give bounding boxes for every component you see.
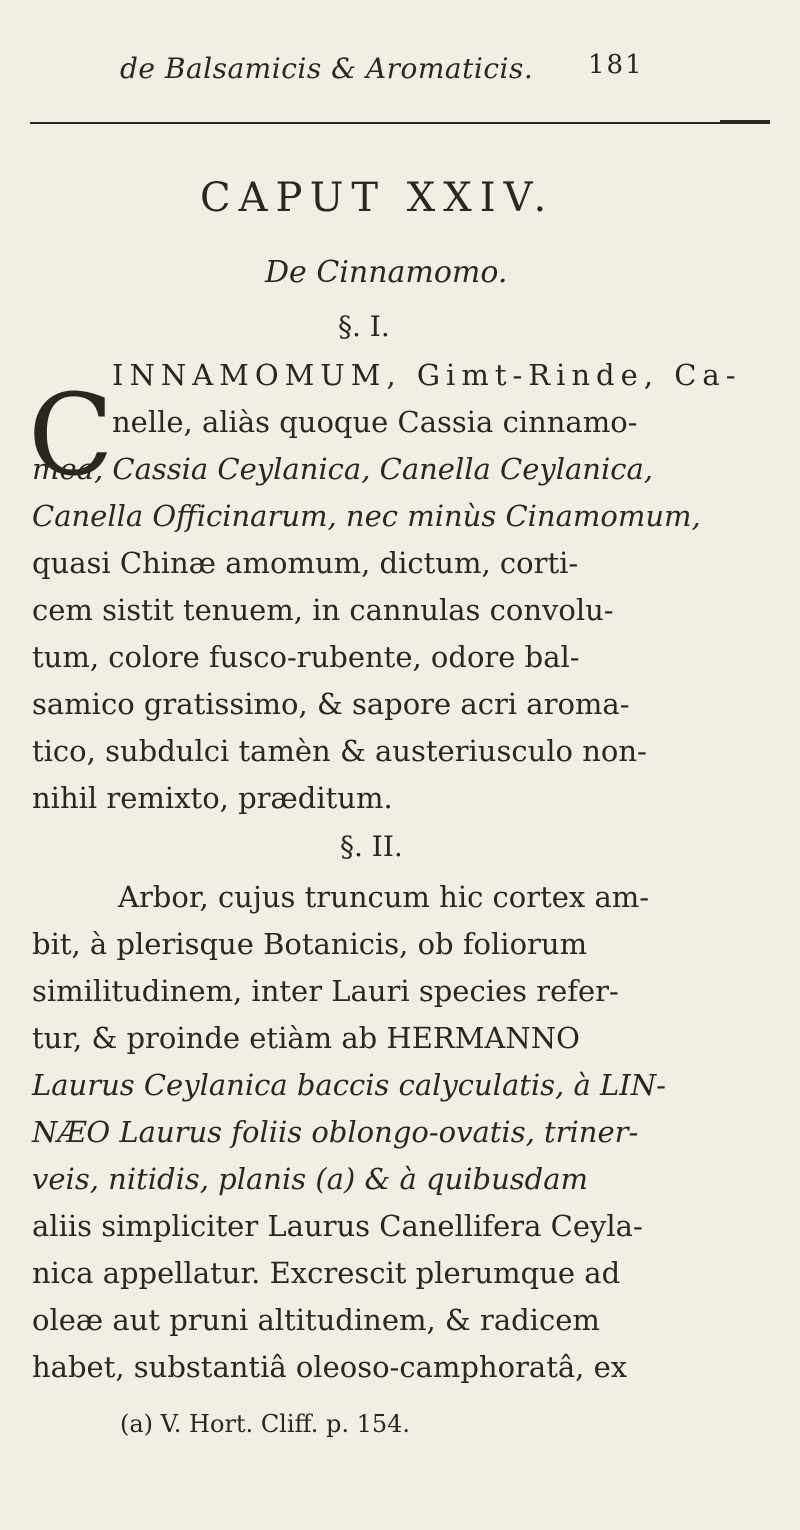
para2-line-5: Laurus Ceylanica baccis calyculatis, à LIN-: [32, 1068, 666, 1102]
para2-line-3: similitudinem, inter Lauri species refer-: [32, 974, 619, 1008]
chapter-heading: CAPUT XXIV.: [200, 175, 555, 221]
para1-line-5: quasi Chinæ amomum, dictum, corti-: [32, 546, 579, 580]
header-rule-end: [720, 120, 770, 124]
para1-line-6: cem sistit tenuem, in cannulas convolu-: [32, 593, 614, 627]
para2-line-11: habet, substantiâ oleoso-camphoratâ, ex: [32, 1350, 628, 1384]
para2-line-8: aliis simpliciter Laurus Canellifera Ceyla-: [32, 1209, 643, 1243]
para2-line-2: bit, à plerisque Botanicis, ob foliorum: [32, 927, 588, 961]
para2-line-6: NÆO Laurus foliis oblongo-ovatis, triner-: [32, 1115, 639, 1149]
para2-line-10: oleæ aut pruni altitudinem, & radicem: [32, 1303, 600, 1337]
para1-line-3: mea, Cassia Ceylanica, Canella Ceylanica,: [32, 452, 654, 486]
para2-line-7: veis, nitidis, planis (a) & à quibusdam: [32, 1162, 589, 1196]
para1-line-9: tico, subdulci tamèn & austeriusculo non-: [32, 734, 647, 768]
para1-line-2: nelle, aliàs quoque Cassia cinnamo-: [112, 405, 638, 439]
running-title: de Balsamicis & Aromaticis.: [120, 52, 534, 85]
footnote: (a) V. Hort. Cliff. p. 154.: [120, 1410, 411, 1438]
para1-line-7: tum, colore fusco-rubente, odore bal-: [32, 640, 580, 674]
section-mark-1: §. I.: [338, 310, 390, 343]
para2-line-9: nica appellatur. Excrescit plerumque ad: [32, 1256, 621, 1290]
section-mark-2: §. II.: [340, 830, 403, 863]
page-number: 181: [588, 50, 644, 80]
para2-line-1: Arbor, cujus truncum hic cortex am-: [118, 880, 650, 914]
para1-line-4: Canella Officinarum, nec minùs Cinamomum,: [32, 499, 701, 533]
header-rule: [30, 122, 770, 124]
chapter-subtitle: De Cinnamomo.: [265, 255, 508, 290]
para1-line-10: nihil remixto, præditum.: [32, 781, 393, 815]
para1-line-8: samico gratissimo, & sapore acri aroma-: [32, 687, 630, 721]
para1-line-1: INNAMOMUM, Gimt-Rinde, Ca-: [112, 358, 742, 392]
drop-cap: C: [28, 371, 114, 501]
para2-line-4: tur, & proinde etiàm ab HERMANNO: [32, 1021, 580, 1055]
